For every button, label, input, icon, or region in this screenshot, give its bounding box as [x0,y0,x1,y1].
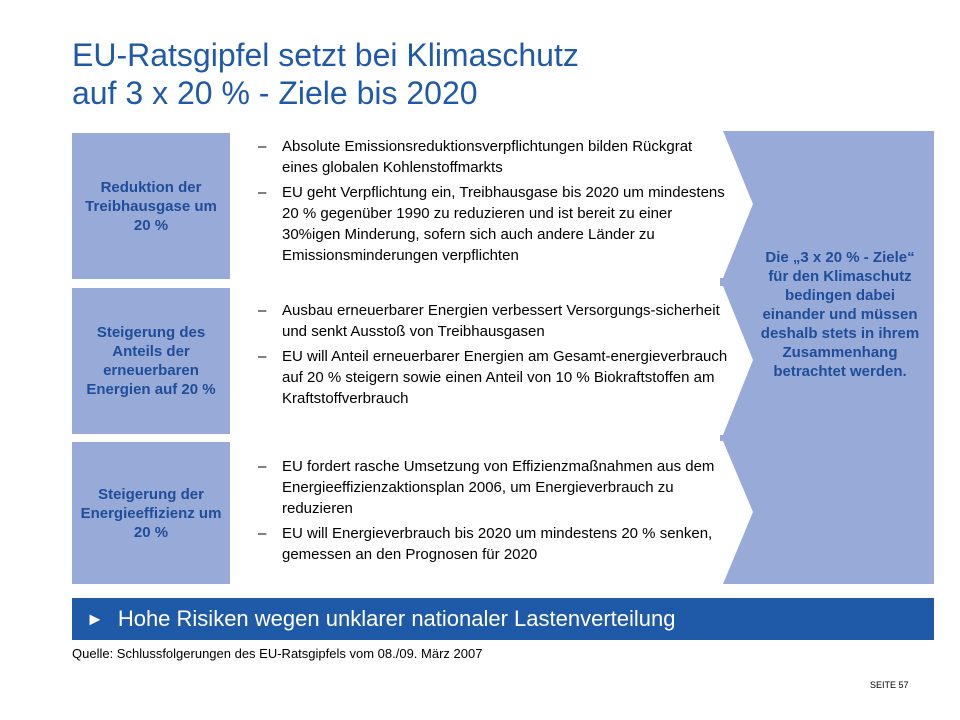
bullet-list-emissions [258,136,730,270]
list-item: – Ausbau erneuerbarer Energien verbessert Versorgungs-sicherheit und senkt Ausstoß von Treibhausgasen [258,300,730,342]
list-item: – Absolute Emissionsreduktionsverpflichtungen bilden Rückgrat eines globalen Kohlenstoffmarkts [258,136,730,178]
title-line-2: auf 3 x 20 % - Ziele bis 2020 [72,75,478,111]
list-item: – EU will Energieverbrauch bis 2020 um mindestens 20 % senken, gemessen an den Prognosen für 2020 [258,523,730,565]
page-number: SEITE 57 [870,680,909,690]
bullet-list-renewables [258,300,730,413]
source-note: Quelle: Schlussfolgerungen des EU-Ratsgipfels vom 08./09. März 2007 [72,646,483,661]
goal-box-efficiency: Steigerung der Energieeffizienz um 20 % [72,442,230,584]
conclusion-text: Die „3 x 20 % - Ziele“ für den Klimaschutz bedingen dabei einander und müssen deshalb stets in ihrem Zusammenhang betrachtet werden. [760,249,920,380]
bullet-list-efficiency [258,456,730,569]
title-line-1: EU-Ratsgipfel setzt bei Klimaschutz [72,37,579,73]
list-item: – EU geht Verpflichtung ein, Treibhausgase bis 2020 um mindestens 20 % gegenüber 1990 zu reduzieren und ist bereit zu einer 30%igen Minderung, sofern sich auch andere Länder zu Emissionsminderungen verpflichten [258,182,730,266]
list-item: – EU will Anteil erneuerbarer Energien am Gesamt-energieverbrauch auf 20 % steigern sowie einen Anteil von 10 % Biokraftstoffen am Kraftstoffverbrauch [258,346,730,409]
list-item: – EU fordert rasche Umsetzung von Effizienzmaßnahmen aus dem Energieeffizienzaktionsplan 2006, um Energieverbrauch zu reduzieren [258,456,730,519]
goal-box-emissions: Reduktion der Treibhausgase um 20 % [72,133,230,279]
page-title [72,36,932,112]
goal-box-renewables: Steigerung des Anteils der erneuerbaren Energien auf 20 % [72,288,230,434]
risk-banner [72,598,934,640]
risk-banner-text: Hohe Risiken wegen unklarer nationaler Lastenverteilung [117,606,676,631]
triangle-right-icon: ► [86,608,104,629]
